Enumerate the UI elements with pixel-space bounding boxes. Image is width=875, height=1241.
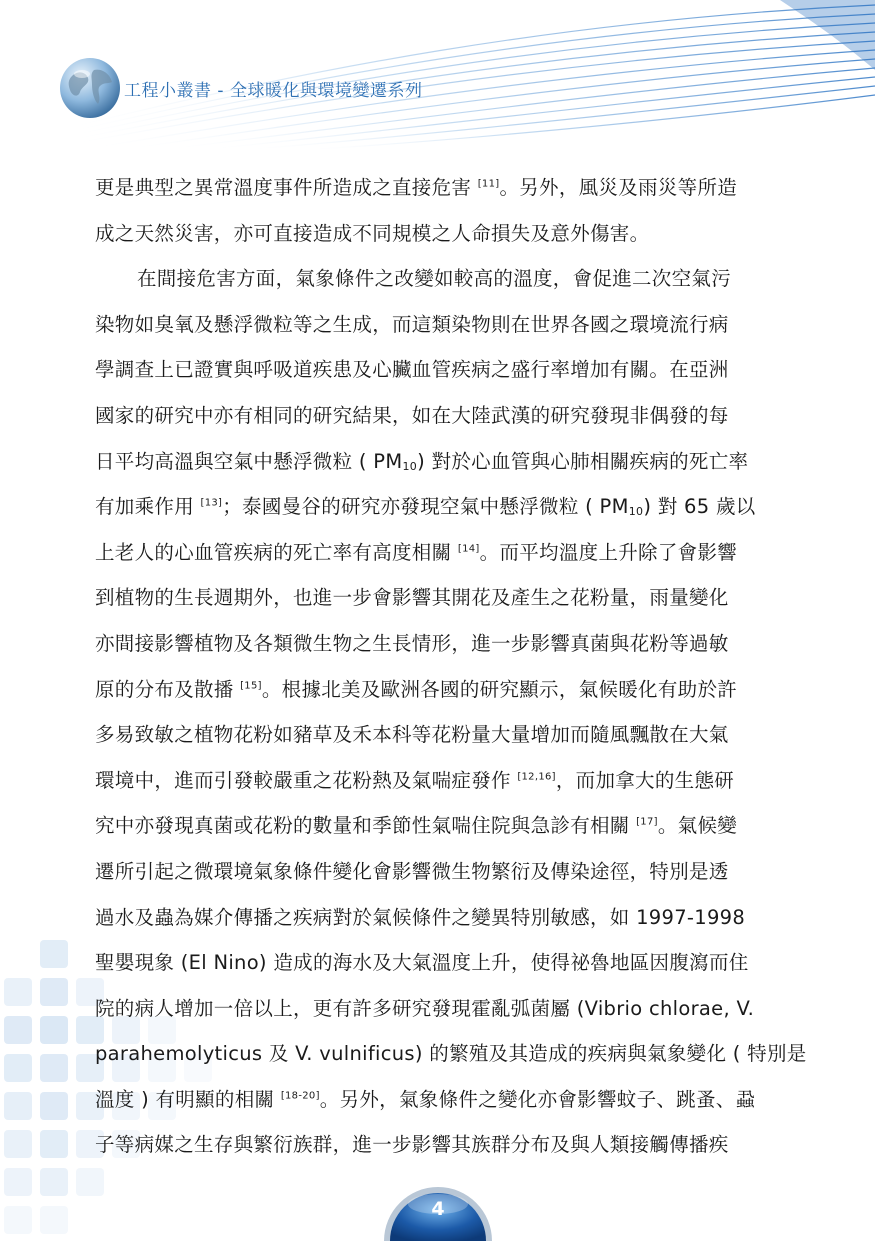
page-header: [0, 0, 875, 150]
citation: [14]: [457, 543, 480, 555]
text-line: 過水及蟲為媒介傳播之疾病對於氣候條件之變異特別敏感，如 1997-1998: [95, 905, 746, 929]
text-line: 原的分布及散播 [15]。根據北美及歐洲各國的研究顯示，氣候暖化有助於許: [95, 677, 738, 701]
text-line: 上老人的心血管疾病的死亡率有高度相關 [14]。而平均溫度上升除了會影響: [95, 540, 738, 564]
citation: [13]: [200, 497, 223, 509]
citation: [12,16]: [517, 771, 556, 783]
text-line: 多易致敏之植物花粉如豬草及禾本科等花粉量大量增加而隨風飄散在大氣: [95, 723, 729, 747]
citation: [15]: [240, 680, 262, 692]
text-line: 溫度 ) 有明顯的相關 [18-20]。另外，氣象條件之變化亦會影響蚊子、跳蚤、蝨: [95, 1087, 756, 1111]
text-line: 亦間接影響植物及各類微生物之生長情形，進一步影響真菌與花粉等過敏: [95, 631, 729, 655]
text-line: 子等病媒之生存與繁衍族群，進一步影響其族群分布及與人類接觸傳播疾: [95, 1133, 729, 1157]
text-line: 聖嬰現象 (El Nino) 造成的海水及大氣溫度上升，使得祕魯地區因腹瀉而住: [95, 951, 749, 975]
text-line: 日平均高溫與空氣中懸浮微粒 ( $PM_{10}$) 對於心血管與心肺相關疾病的死亡率: [95, 449, 749, 473]
text-line: 環境中，進而引發較嚴重之花粉熱及氣喘症發作 [12,16]，而加拿大的生態研: [95, 768, 735, 792]
text-line: 染物如臭氧及懸浮微粒等之生成，而這類染物則在世界各國之環境流行病: [95, 312, 729, 336]
citation: [18-20]: [280, 1090, 320, 1102]
text-line: 國家的研究中亦有相同的研究結果，如在大陸武漢的研究發現非偶發的每: [95, 403, 729, 427]
paragraph-start: 在間接危害方面，氣象條件之改變如較高的溫度，會促進二次空氣污: [137, 267, 732, 291]
header-swoosh-decoration: [0, 0, 875, 150]
page-number: 4: [431, 1198, 445, 1220]
text-line: 到植物的生長週期外，也進一步會影響其開花及產生之花粉量，雨量變化: [95, 586, 729, 610]
citation: [17]: [636, 816, 658, 828]
series-title: 工程小叢書 - 全球暖化與環境變遷系列: [124, 81, 423, 101]
text-line: 更是典型之異常溫度事件所造成之直接危害 [11]。另外，風災及雨災等所造: [95, 176, 738, 199]
text-line: 有加乘作用 [13]；泰國曼谷的研究亦發現空氣中懸浮微粒 ( $PM_{10}$) 對 65 歲以: [95, 495, 756, 519]
body-text: [95, 165, 807, 1168]
citation: [11]: [477, 178, 500, 190]
text-line: parahemolyticus 及 V. vulnificus) 的繁殖及其造成的疾病與氣象變化 ( 特別是: [95, 1042, 807, 1066]
text-line: 學調查上已證實與呼吸道疾患及心臟血管疾病之盛行率增加有關。在亞洲: [95, 358, 729, 382]
text-line: 遷所引起之微環境氣象條件變化會影響微生物繁衍及傳染途徑，特別是透: [95, 859, 729, 883]
text-line: 究中亦發現真菌或花粉的數量和季節性氣喘住院與急診有相關 [17]。氣候變: [95, 814, 738, 838]
text-line: 成之天然災害，亦可直接造成不同規模之人命損失及意外傷害。: [95, 221, 650, 245]
text-line: 院的病人增加一倍以上，更有許多研究發現霍亂弧菌屬 (Vibrio chlorae, V.: [95, 996, 755, 1020]
globe-icon: [58, 56, 122, 120]
